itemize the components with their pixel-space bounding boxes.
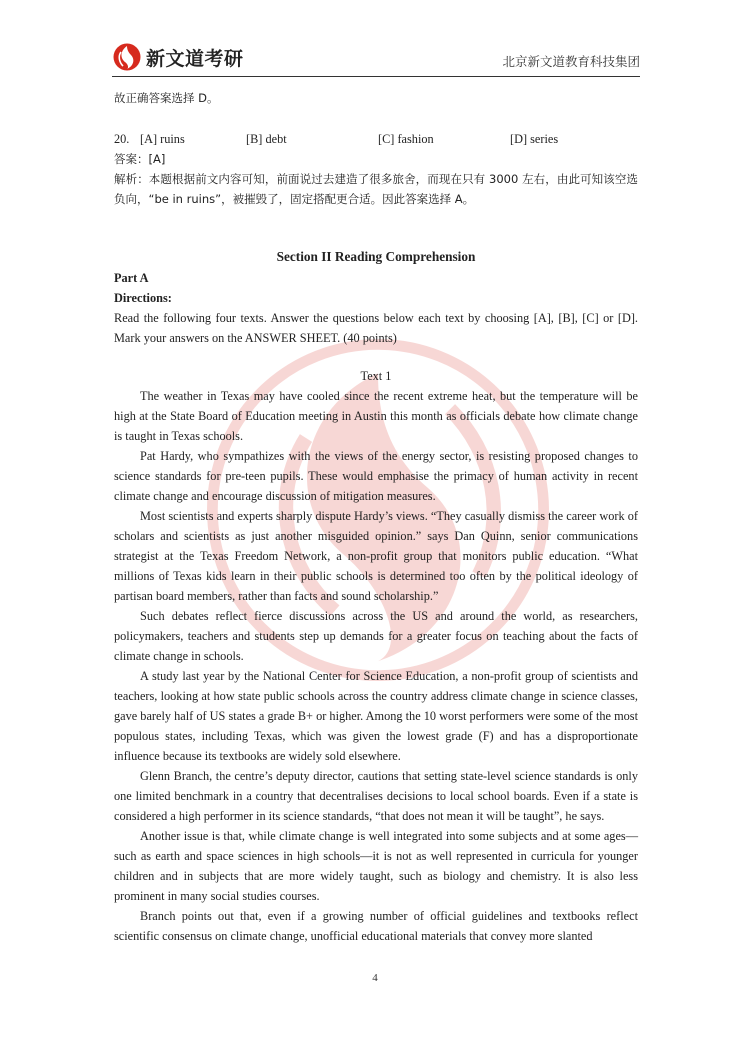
page-number: 4 (372, 972, 378, 984)
brand-name: 新文道考研 (146, 47, 244, 70)
paragraph-5: A study last year by the National Center for Science Education, a non-profit group of scientists and teachers, looking at how state public schools across the country address climate change in science classes, gave barely half of US states a grade B+ or higher. Among the 10 worst performers were some of the most populous states, including Texas, which was given the lowest grade (F) and has a disproportionate influence because its textbooks are widely sold elsewhere. (114, 669, 638, 763)
paragraph-8: Branch points out that, even if a growing number of official guidelines and textbooks reflect scientific consensus on climate change, unofficial educational materials that convey more slanted (114, 909, 638, 943)
directions-label: Directions: (114, 291, 172, 305)
paragraph-7: Another issue is that, while climate change is well integrated into some subjects and at some ages—such as earth and space sciences in high schools—it is not as well represented in curricula for younger children and in subjects that are more widely taught, such as biology and chemistry. It is also less prominent in many social studies courses. (114, 829, 638, 903)
question-number: 20. (114, 132, 130, 146)
page-header (112, 40, 640, 77)
paragraph-1: The weather in Texas may have cooled since the recent extreme heat, but the temperature will be high at the State Board of Education meeting in Austin this month as officials debate how climate change is taught in Texas schools. (114, 389, 638, 443)
flame-logo-icon (112, 42, 142, 72)
question-20 (114, 129, 638, 149)
option-a: [A] ruins (140, 132, 185, 146)
paragraph-3: Most scientists and experts sharply dispute Hardy’s views. “They casually dismiss the career work of scholars and scientists as just another misguided opinion.” says Dan Quinn, senior communications strategist at the Texas Freedom Network, a non-profit group that monitors public education. “What millions of Texas kids learn in their public schools is determined too often by the political ideology of partisan board members, rather than facts and sound scholarship.” (114, 509, 638, 603)
previous-conclusion: 故正确答案选择 D。 (114, 91, 219, 105)
text-title: Text 1 (360, 369, 392, 383)
company-name: 北京新文道教育科技集团 (502, 54, 640, 69)
option-d: [D] series (510, 132, 559, 146)
paragraph-4: Such debates reflect fierce discussions across the US and around the world, as researchers, policymakers, teachers and students step up demands for a greater focus on teaching about the facts of climate change in schools. (114, 609, 638, 663)
analysis-text: 解析：本题根据前文内容可知，前面说过去建造了很多旅舍，而现在只有 3000 左右，由此可知该空选负向，“be in ruins”，被摧毁了，固定搭配更合适。因此答案选择 A。 (114, 172, 638, 206)
section-title: Section II Reading Comprehension (276, 249, 476, 264)
part-title: Part A (114, 271, 149, 285)
directions-text: Read the following four texts. Answer the questions below each text by choosing [A], [B], [C] or [D]. Mark your answers on the ANSWER SHEET. (40 points) (114, 311, 638, 345)
page-content (114, 88, 638, 946)
brand-logo (112, 42, 244, 72)
answer-line: 答案：[A] (114, 152, 166, 166)
paragraph-6: Glenn Branch, the centre’s deputy director, cautions that setting state-level science standards is only one limited benchmark in a country that decentralises decisions to local school boards. Even if a state is considered a high performer in its science standards, “that does not mean it will be taught”, he says. (114, 769, 638, 823)
option-c: [C] fashion (378, 132, 434, 146)
paragraph-2: Pat Hardy, who sympathizes with the views of the energy sector, is resisting proposed changes to science standards for pre-teen pupils. These would emphasise the primacy of human activity in recent climate change and encourage discussion of mitigation measures. (114, 449, 638, 503)
option-b: [B] debt (246, 132, 287, 146)
